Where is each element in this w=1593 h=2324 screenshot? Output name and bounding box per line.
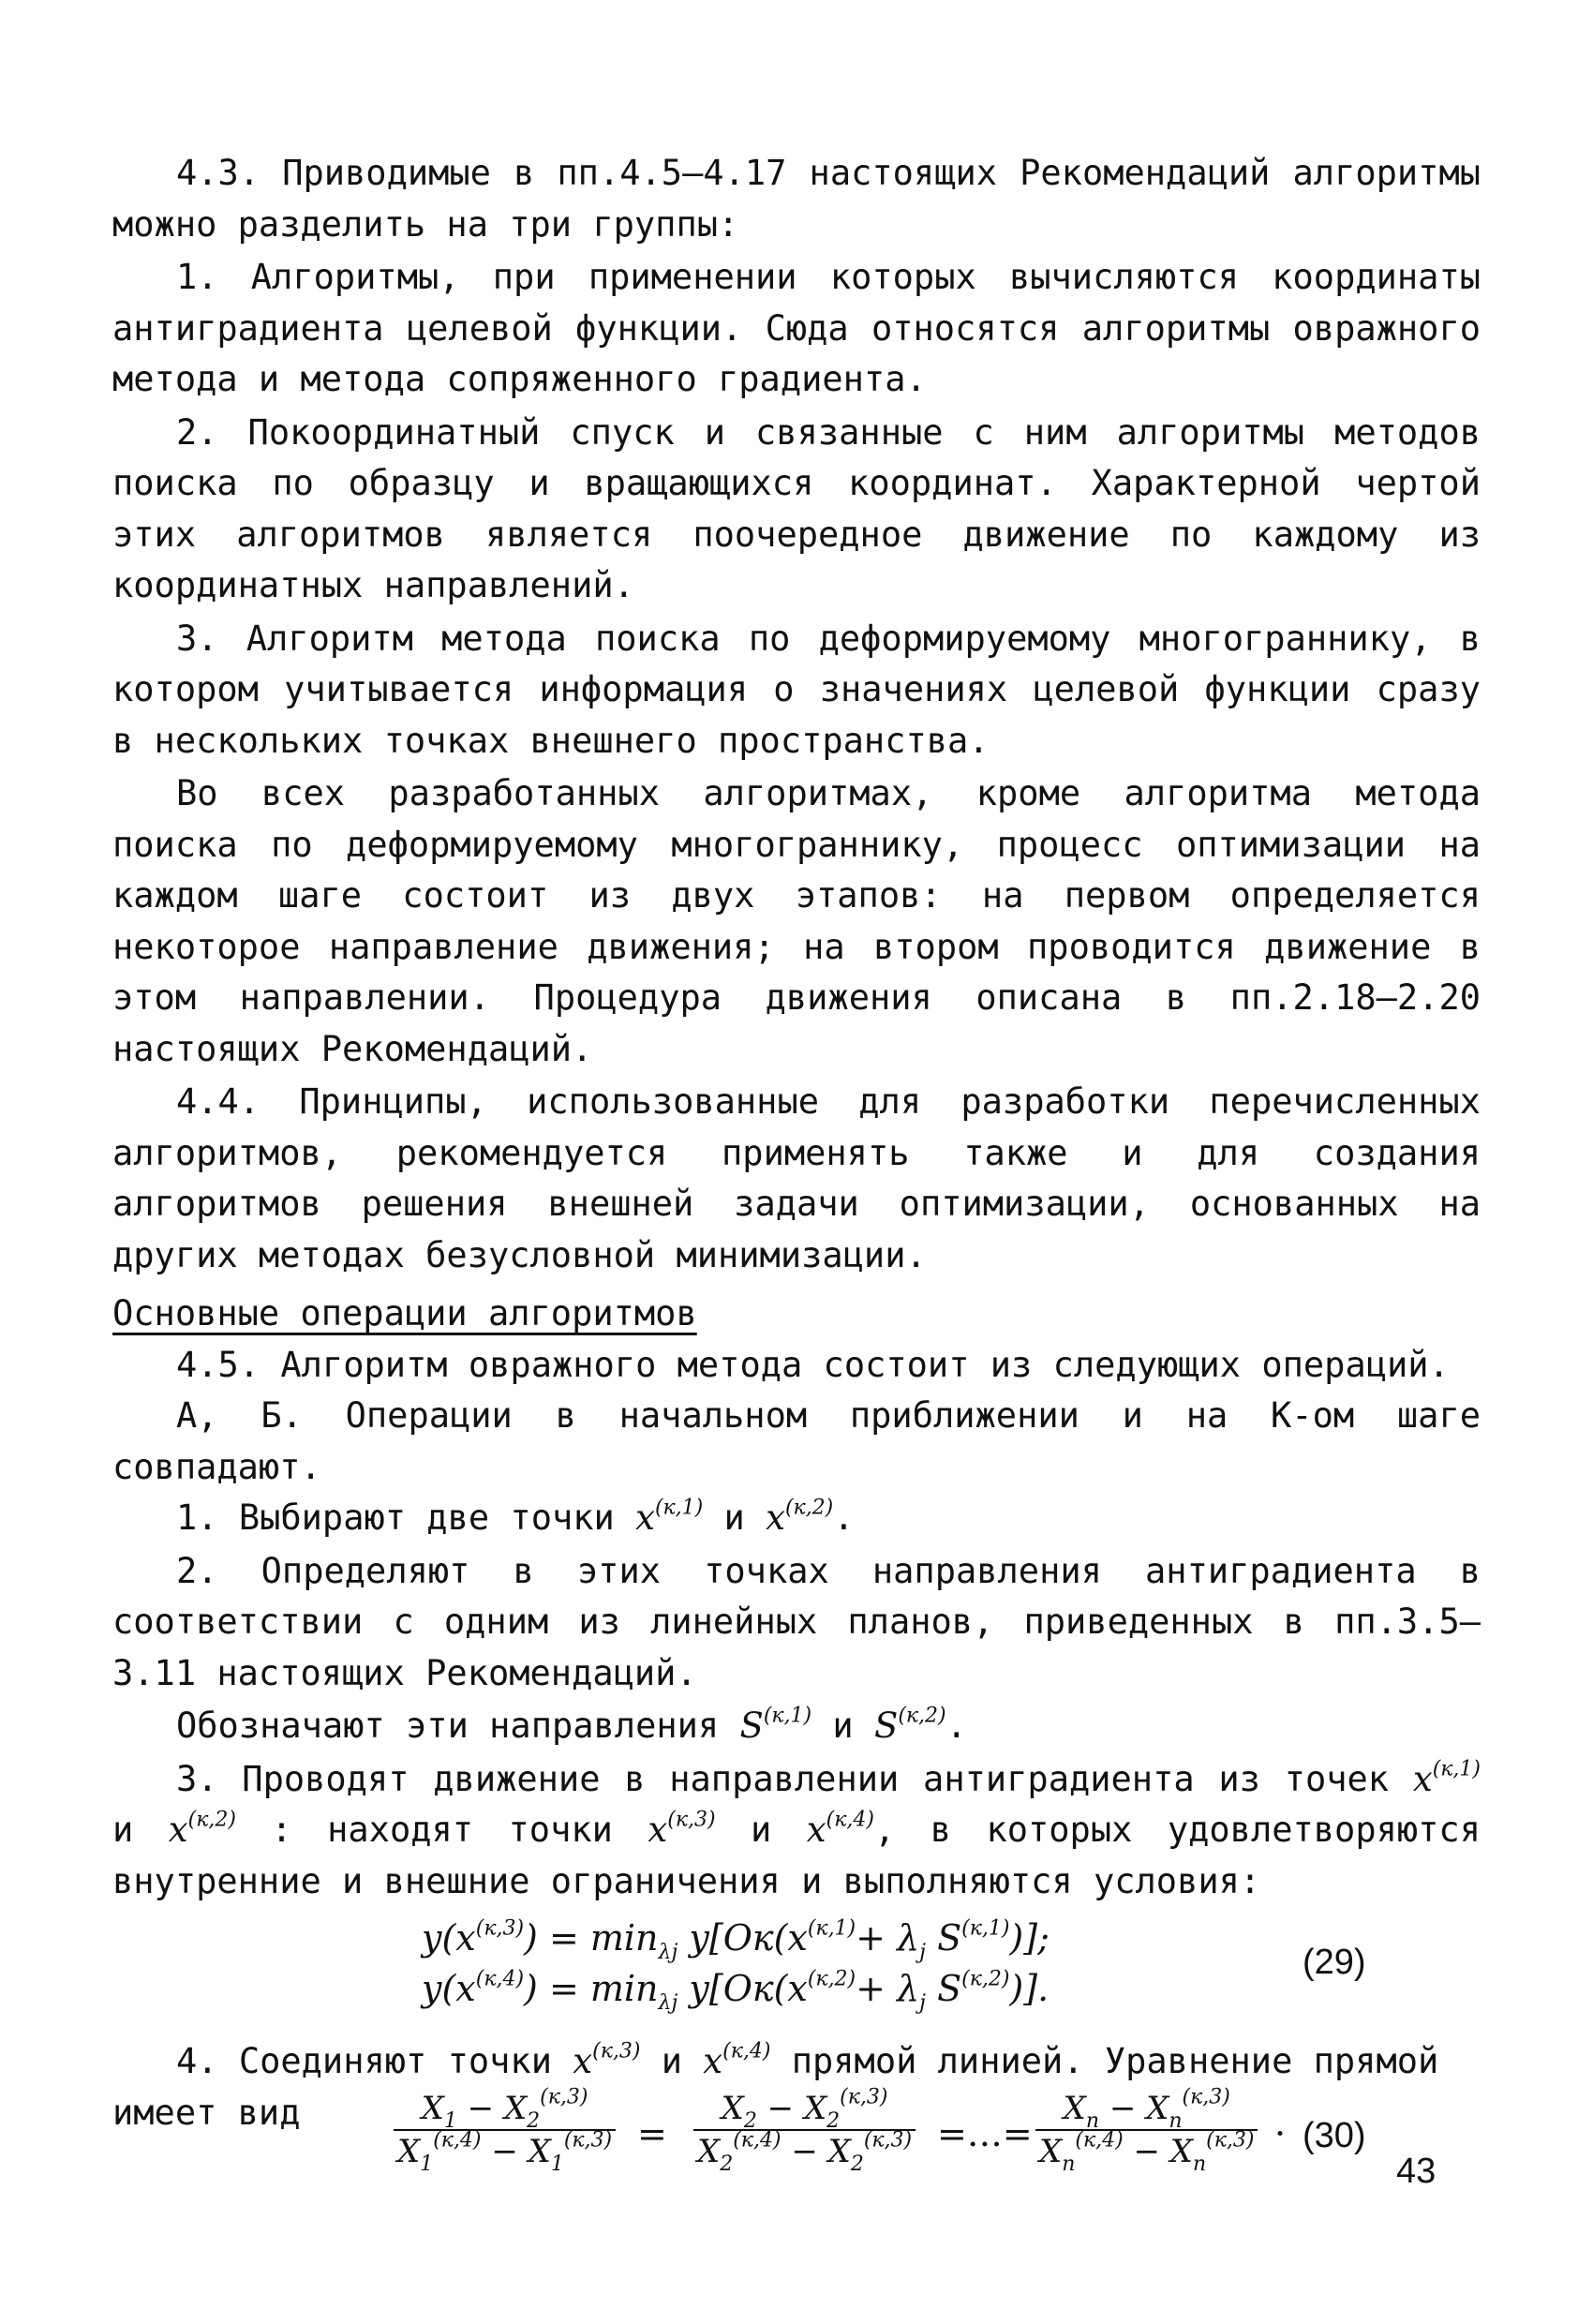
page-content — [112, 148, 1481, 2210]
point-x-k4: $x^{(к,4)}$ — [806, 1808, 874, 1850]
section-4-5-intro: 4.5. Алгоритм овражного метода состоит из следующих операций. — [176, 1344, 1450, 1385]
section-4-4-paragraph: 4.4. Принципы, использованные для разработки перечисленных алгоритмов, рекомендуется применять также и для создания алгоритмов решения внешней задачи оптимизации, основанных на других методах безусловной минимизации. — [112, 1081, 1481, 1275]
fraction-1: $X_1 - X_2^{(к,3)}$ $X_1^{(к,4)} - X_1^{(к,3)}$ — [394, 2088, 616, 2172]
heading-text: Основные операции алгоритмов — [112, 1293, 697, 1333]
point-x-k1-ref: $x^{(к,1)}$ — [1412, 1757, 1481, 1799]
direction-s-k1: $S^{(к,1)}$ — [739, 1704, 812, 1746]
page-number: 43 — [1396, 2152, 1437, 2191]
formula-30: имеет вид $X_1 - X_2^{(к,3)}$ $X_1^{(к,4)} - X_1^{(к,3)}$ = $X_2 - X_2^{(к,3)}$ $X_2^{(к,4)} - X_2^{(к,3)}$ =…= $X_n - X_n^{(к,3)}$ $X_n^{(к,4)} - X_n^{(к,3)}$ · (30) — [112, 2085, 1366, 2176]
step-1-paragraph: 1. Выбирают две точки $x^{(к,1)}$ и $x^{(к,2)}$. — [176, 1496, 855, 1538]
point-x-k4-ref: $x^{(к,4)}$ — [703, 2039, 771, 2081]
point-x-k1: $x^{(к,1)}$ — [635, 1496, 704, 1538]
fraction-n: $X_n - X_n^{(к,3)}$ $X_n^{(к,4)} - X_n^{(к,3)}$ — [1035, 2088, 1258, 2172]
point-x-k3: $x^{(к,3)}$ — [648, 1808, 716, 1850]
group-2-paragraph: 2. Покоординатный спуск и связанные с ним алгоритмы методов поиска по образцу и вращающихся координат. Характерной чертой этих алгоритмов является поочередное движение по каждому из координатных направлений. — [112, 411, 1481, 605]
point-x-k2-ref: $x^{(к,2)}$ — [168, 1808, 236, 1850]
formula-30-label: имеет вид — [112, 2092, 301, 2133]
section-4-3-intro: 4.3. Приводимые в пп.4.5–4.17 настоящих Рекомендаций алгоритмы можно разделить на три группы: — [112, 153, 1481, 245]
formula-29-line-2: $y(x^{(к,4)}) = \min_{\lambda j} y[Ок(x^{(к,2)}+ \lambda_j$ $S^{(к,2)}$)]. — [422, 1967, 1050, 2015]
formula-29 — [112, 1913, 1481, 2027]
group-1-paragraph: 1. Алгоритмы, при применении которых вычисляются координаты антиградиента целевой функции. Сюда относятся алгоритмы овражного метода и метода сопряженного градиента. — [112, 257, 1481, 399]
point-x-k3-ref: $x^{(к,3)}$ — [573, 2039, 641, 2081]
two-stage-paragraph: Во всех разработанных алгоритмах, кроме алгоритма метода поиска по деформируемому многограннику, процесс оптимизации на каждом шаге состоит из двух этапов: на первом определяется некоторое направление движения; на втором проводится движение в этом направлении. Процедура движения описана в пп.2.18–2.20 настоящих Рекомендаций. — [112, 773, 1481, 1069]
step-3-paragraph: 3. Проводят движение в направлении антиградиента из точек $x^{(к,1)}$ и $x^{(к,2)}$ : находят точки $x^{(к,3)}$ и $x^{(к,4)}$, в которых удовлетворяются внутренние и внешние ограничения и выполняются условия: — [112, 1757, 1481, 1901]
step-4-paragraph: 4. Соединяют точки $x^{(к,3)}$ и $x^{(к,4)}$ прямой линией. Уравнение прямой — [176, 2039, 1439, 2081]
fraction-2: $X_2 - X_2^{(к,3)}$ $X_2^{(к,4)} - X_2^{(к,3)}$ — [693, 2088, 916, 2172]
formula-29-line-1: $y(x^{(к,3)}) = \min_{\lambda j} y[Ок(x^{(к,1)}+ \lambda_j$ $S^{(к,1)}$)]; — [422, 1916, 1050, 1964]
step-2-paragraph: 2. Определяют в этих точках направления антиградиента в соответствии с одним из линейных планов, приведенных в пп.3.5–3.11 настоящих Рекомендаций. — [112, 1550, 1481, 1693]
directions-paragraph: Обозначают эти направления $S^{(к,1)}$ и $S^{(к,2)}$. — [176, 1704, 967, 1746]
point-x-k2: $x^{(к,2)}$ — [766, 1496, 834, 1538]
section-heading — [112, 1281, 1481, 1340]
operations-ab-paragraph: А, Б. Операции в начальном приближении и на К-ом шаге совпадают. — [112, 1395, 1481, 1487]
equation-number-29: (29) — [1303, 1943, 1366, 1982]
equation-number-30: (30) — [1303, 2115, 1366, 2155]
group-3-paragraph: 3. Алгоритм метода поиска по деформируемому многограннику, в котором учитывается информация о значениях целевой функции сразу в нескольких точках внешнего пространства. — [112, 618, 1481, 761]
direction-s-k2: $S^{(к,2)}$ — [873, 1704, 946, 1746]
